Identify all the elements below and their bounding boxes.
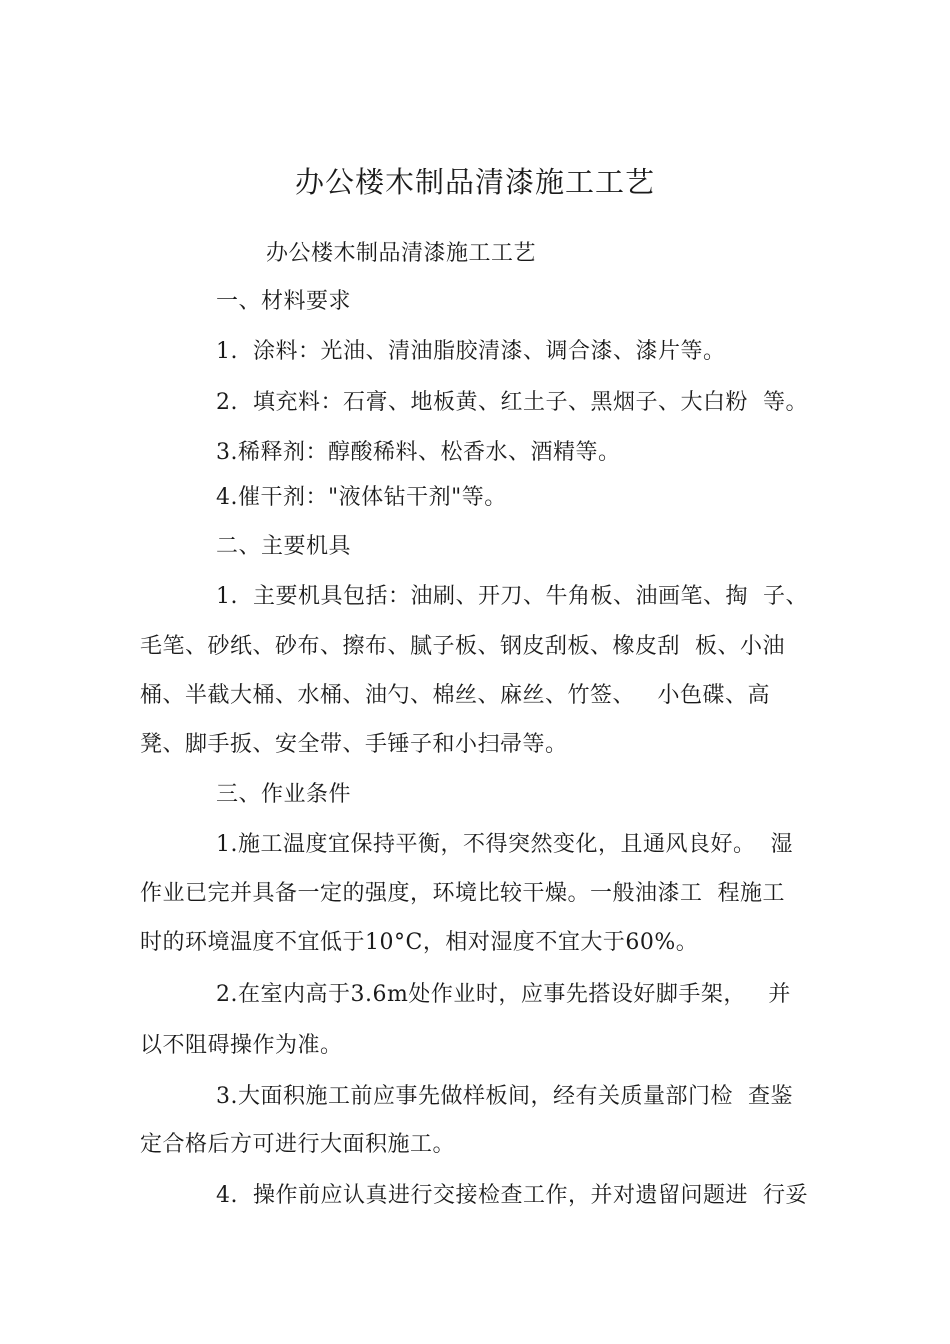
paragraph-tools-line: 凳、脚手扳、安全带、手锤子和小扫帚等。 [140,732,568,757]
paragraph-tools-line: 桶、半截大桶、水桶、油勺、棉丝、麻丝、竹签、 小色碟、高 [140,683,770,708]
section-heading-tools: 二、主要机具 [216,534,352,559]
paragraph-conditions-1-line: 作业已完并具备一定的强度，环境比较干燥。一般油漆工 程施工 [140,881,785,906]
paragraph-conditions-1-line: 时的环境温度不宜低于10°C，相对湿度不宜大于60%。 [140,930,699,955]
paragraph-tools-line: 毛笔、砂纸、砂布、擦布、腻子板、钢皮刮板、橡皮刮 板、小油 [140,634,785,659]
section-heading-conditions: 三、作业条件 [216,782,352,807]
paragraph-conditions-2-line: 以不阻碍操作为准。 [140,1033,343,1058]
paragraph-conditions-1-line: 1.施工温度宜保持平衡，不得突然变化，且通风良好。 湿 [216,832,793,857]
section-heading-materials: 一、材料要求 [216,289,352,314]
paragraph-conditions-2-line: 2.在室内高于3.6m处作业时，应事先搭设好脚手架， 并 [216,982,791,1007]
paragraph-conditions-4-line: 4. 操作前应认真进行交接检查工作，并对遗留问题进 行妥 [216,1183,808,1208]
document-title: 办公楼木制品清漆施工工艺 [294,165,655,199]
paragraph-conditions-3-line: 3.大面积施工前应事先做样板间，经有关质量部门检 查鉴 [216,1084,793,1109]
paragraph-coatings: 1. 涂料：光油、清油脂胶清漆、调合漆、漆片等。 [216,339,726,364]
paragraph-tools-line: 1. 主要机具包括：油刷、开刀、牛角板、油画笔、掏 子、 [216,584,808,609]
paragraph-fillers: 2. 填充料：石膏、地板黄、红土子、黑烟子、大白粉 等。 [216,390,808,415]
paragraph-driers: 4.催干剂："液体钻干剂"等。 [216,485,507,510]
paragraph-conditions-3-line: 定合格后方可进行大面积施工。 [140,1132,456,1157]
paragraph-thinners: 3.稀释剂：醇酸稀料、松香水、酒精等。 [216,440,621,465]
document-subtitle: 办公楼木制品清漆施工工艺 [266,241,537,266]
